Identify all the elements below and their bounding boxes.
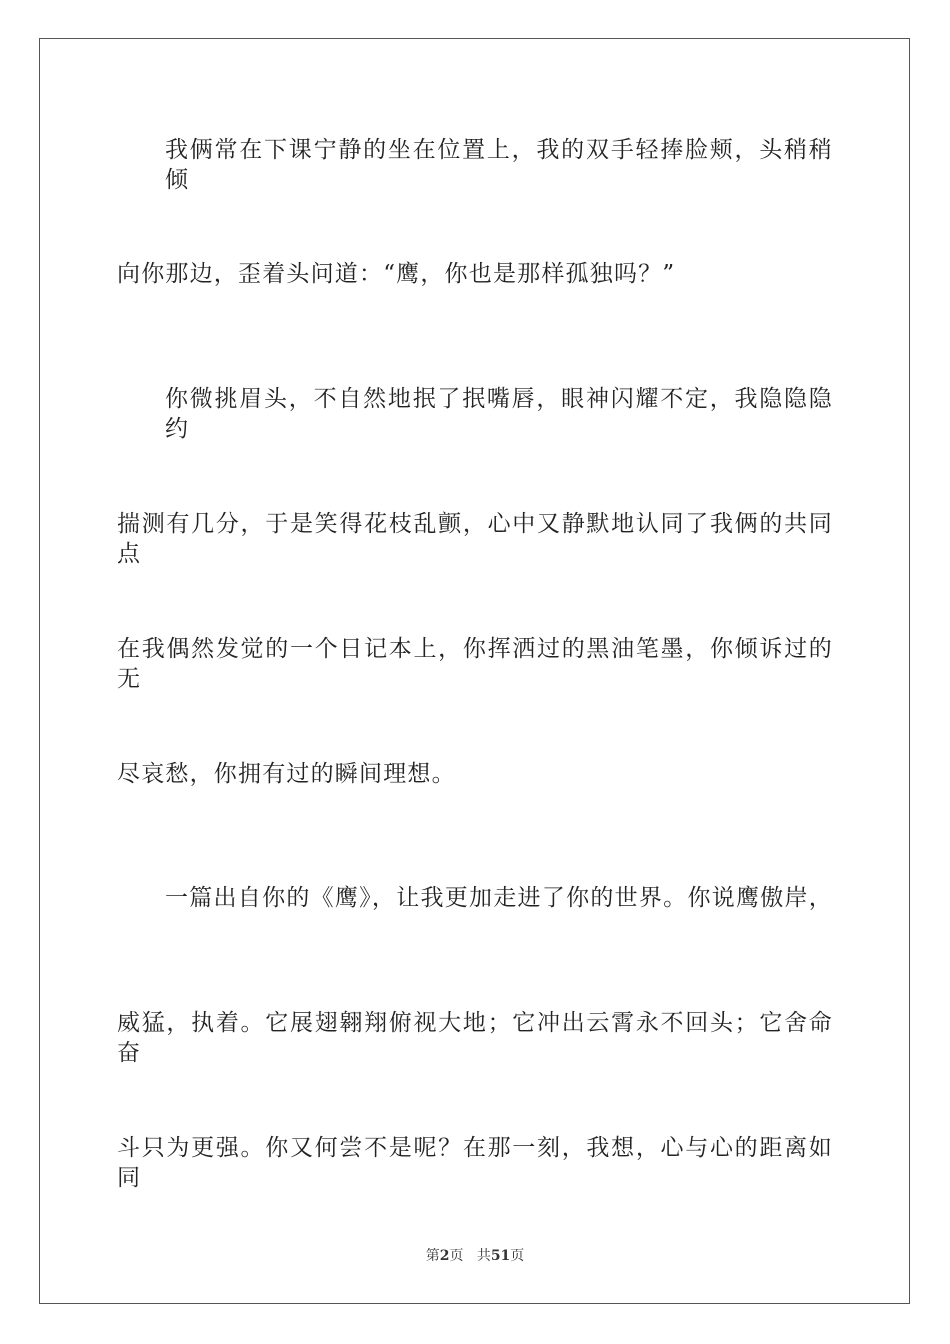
text-line: 威猛，执着。它展翅翱翔俯视大地；它冲出云霄永不回头；它舍命奋 (117, 1010, 833, 1066)
footer-total-unit: 页 (510, 1248, 525, 1264)
text-line: 你微挑眉头，不自然地抿了抿嘴唇，眼神闪耀不定，我隐隐隐约 (165, 386, 833, 442)
text-line: 在我偶然发觉的一个日记本上，你挥洒过的黑油笔墨，你倾诉过的无 (117, 636, 833, 692)
footer-page-unit: 页 (449, 1248, 464, 1264)
text-line: 我俩常在下课宁静的坐在位置上，我的双手轻捧脸颊，头稍稍倾 (165, 137, 833, 193)
page-frame (39, 38, 910, 1304)
text-line: 尽哀愁，你拥有过的瞬间理想。 (117, 761, 456, 787)
page-footer (0, 1247, 950, 1265)
footer-total-prefix: 共 (476, 1248, 491, 1264)
footer-prefix: 第 (425, 1248, 440, 1264)
text-line: 向你那边，歪着头问道：“鹰，你也是那样孤独吗？” (117, 261, 676, 287)
text-line: 斗只为更强。你又何尝不是呢？在那一刻，我想，心与心的距离如同 (117, 1135, 833, 1191)
total-page-count: 51 (490, 1248, 511, 1264)
text-line: 揣测有几分，于是笑得花枝乱颤，心中又静默地认同了我俩的共同点 (117, 511, 833, 567)
text-line: 一篇出自你的《鹰》，让我更加走进了你的世界。你说鹰傲岸， (165, 885, 833, 911)
current-page-number: 2 (439, 1248, 450, 1264)
